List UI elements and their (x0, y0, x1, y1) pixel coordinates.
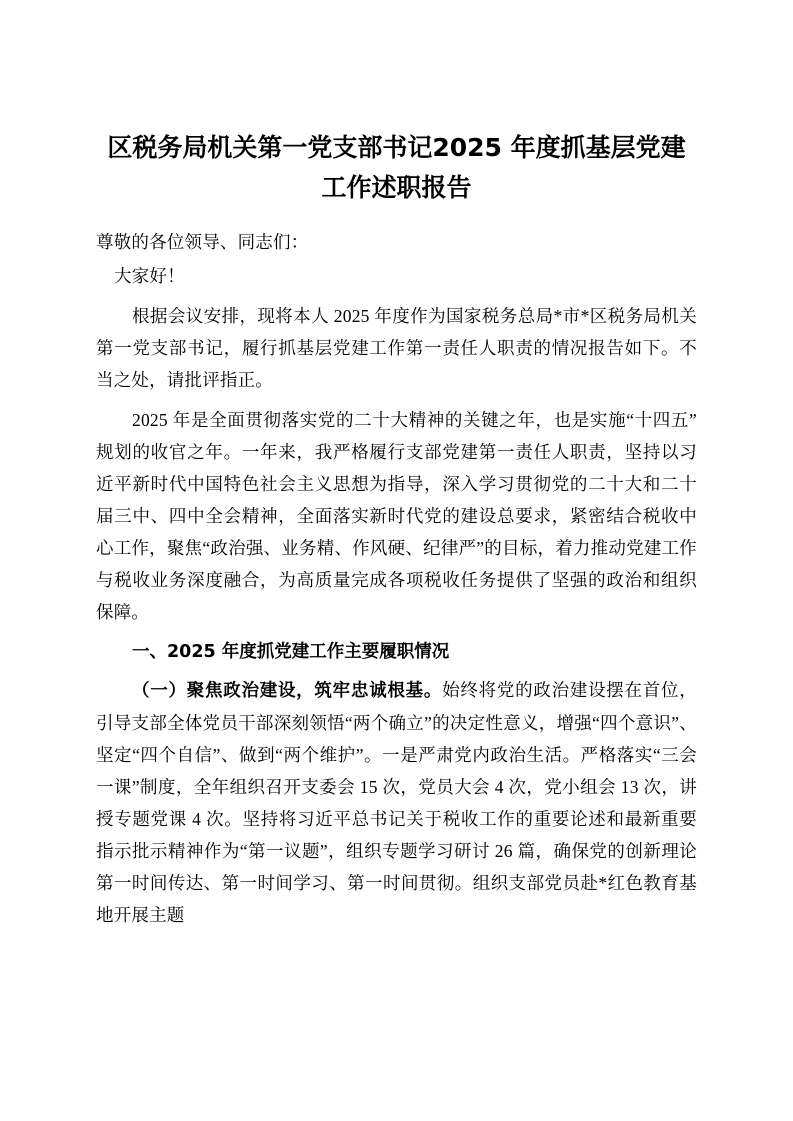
subsection-paragraph-1 (96, 674, 697, 931)
body-paragraph-1: 根据会议安排，现将本人 2025 年度作为国家税务总局*市*区税务局机关第一党支部书记，履行抓基层党建工作第一责任人职责的情况报告如下。不当之处，请批评指正。 (96, 306, 697, 390)
section-heading-1: 一、2025 年度抓党建工作主要履职情况 (132, 642, 450, 662)
salutation-paragraph: 尊敬的各位领导、同志们： (96, 232, 309, 252)
page-title: 区税务局机关第一党支部书记2025 年度抓基层党建工作述职报告 (107, 133, 686, 202)
subsection-lead-label: （一）聚焦政治建设，筑牢忠诚根基。 (132, 681, 443, 701)
greeting-paragraph: 大家好！ (114, 266, 185, 286)
body-paragraph-2: 2025 年是全面贯彻落实党的二十大精神的关键之年，也是实施“十四五”规划的收官之年。一年来，我严格履行支部党建第一责任人职责，坚持以习近平新时代中国特色社会主义思想为指导，深入学习贯彻党的二十大和二十届三中、四中全会精神，全面落实新时代党的建设总要求，紧密结合税收中心工作，聚焦“政治强、业务精、作风硬、纪律严”的目标，着力推动党建工作与税收业务深度融合，为高质量完成各项税收任务提供了坚强的政治和组织保障。 (96, 410, 697, 622)
subsection-body-text: 始终将党的政治建设摆在首位，引导支部全体党员干部深刻领悟“两个确立”的决定性意义，增强“四个意识”、坚定“四个自信”、做到“两个维护”。一是严肃党内政治生活。严格落实“三会一课”制度，全年组织召开支委会 15 次，党员大会 4 次，党小组会 13 次，讲授专题党课 4 次。坚持将习近平总书记关于税收工作的重要论述和最新重要指示批示精神作为“第一议题”，组织专题学习研讨 26 篇，确保党的创新理论第一时间传达、第一时间学习、第一时间贯彻。组织支部党员赴*红色教育基地开展主题 (96, 680, 697, 925)
